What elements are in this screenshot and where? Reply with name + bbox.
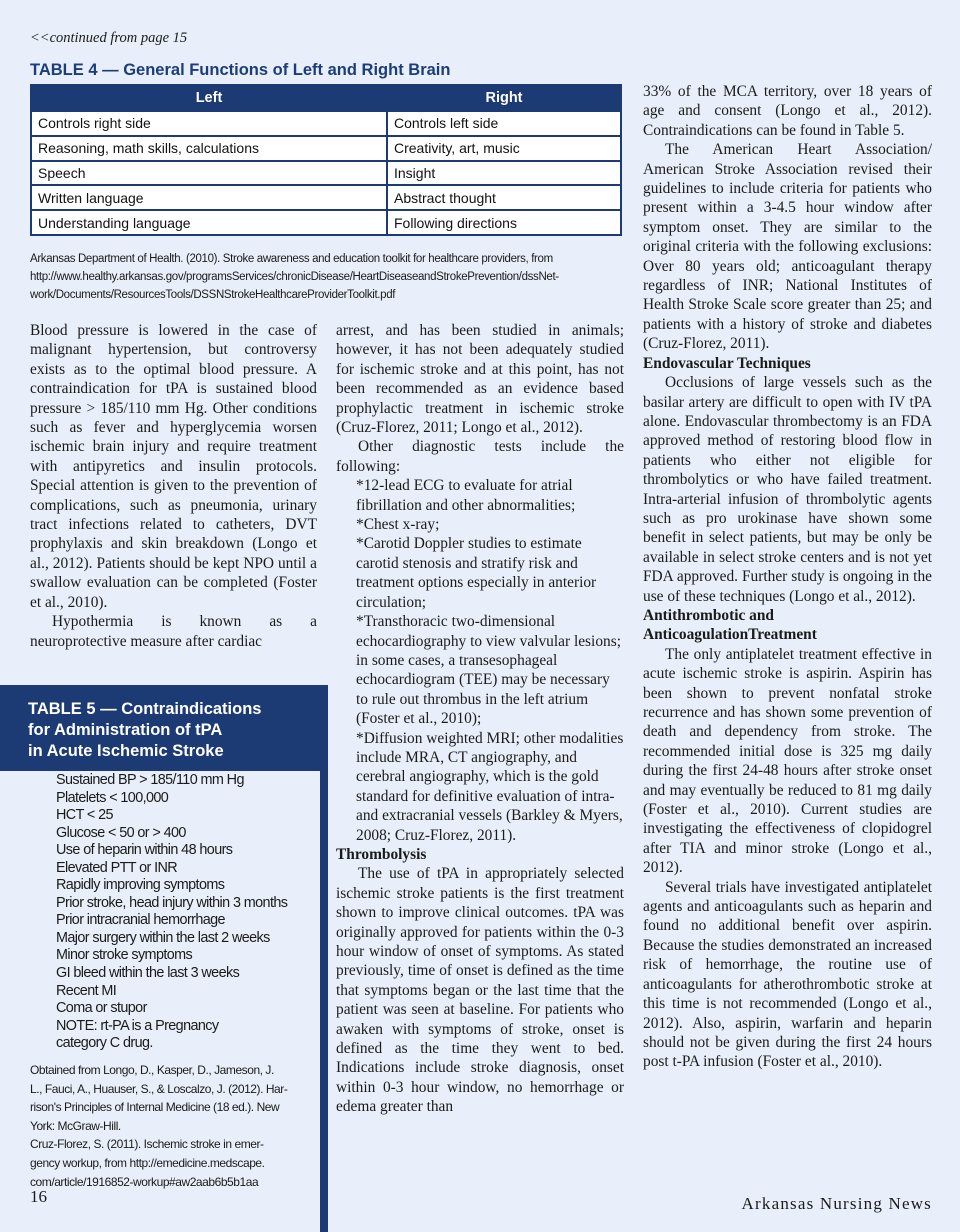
list-item: Major surgery within the last 2 weeks: [56, 929, 270, 946]
paragraph: The American Heart Association/ American Stroke Association revised their guidelines to include criteria for patients who present within a 3-4.5 hour window after symptom onset. They are similar to the original criteria with the following exclusions: Over 80 years old; anticoagulant therapy regardless of INR; National Institutes of Health Stroke Scale score greater than 25; and patients with a history of stroke and diabetes (Cruz-Florez, 2011).: [643, 141, 932, 353]
list-item: *Diffusion weighted MRI; other modalities include MRA, CT angiography, and cerebral angiography, which is the gold standard for definitive evaluation of intra- and extracranial vessels (Barkley & Myers, 2008; Cruz-Florez, 2011).: [356, 729, 624, 844]
list-item: category C drug.: [56, 1035, 153, 1052]
publication-name: Arkansas Nursing News: [741, 1194, 932, 1213]
paragraph: Occlusions of large vessels such as the basilar artery are difficult to open with IV tPA alone. Endovascular thrombectomy is an FDA approved method of restoring blood flow in patients who either not eligible for thrombolytics or who have failed treatment. Intra-arterial infusion of thrombolytic agents such as pro urokinase have shown some benefit in select patients, but may be only be available in select stroke centers and is not yet FDA approved. Further study is ongoing in the use of these techniques (Longo et al., 2012).: [643, 374, 932, 605]
column-3: [643, 82, 932, 1072]
table4-header-right: Right: [387, 85, 621, 111]
table-cell: Reasoning, math skills, calculations: [31, 136, 387, 161]
table-cell: Controls left side: [387, 111, 621, 136]
list-item: Platelets < 100,000: [56, 789, 169, 806]
table-row: [31, 185, 621, 210]
paragraph: 33% of the MCA territory, over 18 years of age and consent (Longo et al., 2012). Contraindications can be found in Table 5.: [643, 83, 932, 139]
list-item: *Chest x-ray;: [356, 516, 440, 534]
table-row: [31, 111, 621, 136]
paragraph: The only antiplatelet treatment effective in acute ischemic stroke is aspirin. Aspirin has been shown to prevent nonfatal stroke recurrence and has shown some prevention of death and dependency from stroke. The recommended initial dose is 325 mg daily during the first 24-48 hours after stroke onset and may eventually be reduced to 81 mg daily (Foster et al., 2010). Current studies are investigating the effectiveness of clopidogrel after TIA and minor stroke (Longo et al., 2012).: [643, 645, 932, 877]
table5-title-line: in Acute Ischemic Stroke: [28, 742, 224, 760]
list-item: Glucose < 50 or > 400: [56, 824, 186, 841]
table-cell: Abstract thought: [387, 185, 621, 210]
paragraph: Hypothermia is known as a neuroprotective measure after cardiac: [30, 613, 317, 650]
source-line: http://www.healthy.arkansas.gov/programsServices/chronicDisease/HeartDiseaseandStrokePrevention/dssNet-: [30, 271, 559, 283]
list-item: *Transthoracic two-dimensional echocardiography to view valvular lesions; in some cases, a transesophageal echocardiogram (TEE) may be necessary to rule out thrombus in the left atrium (Foster et al., 2010);: [356, 613, 621, 728]
table-row: [31, 136, 621, 161]
table4-title: TABLE 4 — General Functions of Left and Right Brain: [30, 61, 451, 79]
table-row: [31, 161, 621, 186]
list-item: Prior intracranial hemorrhage: [56, 912, 225, 929]
column-1: [30, 321, 317, 651]
list-item: *Carotid Doppler studies to estimate carotid stenosis and stratify risk and treatment options especially in anterior circulation;: [356, 535, 597, 611]
source-line: gency workup, from http://emedicine.medscape.: [30, 1155, 265, 1170]
list-item: Prior stroke, head injury within 3 months: [56, 894, 288, 911]
table-cell: Following directions: [387, 210, 621, 235]
table5-source: [30, 1061, 314, 1191]
source-line: rison's Principles of Internal Medicine (18 ed.). New: [30, 1100, 280, 1115]
source-line: L., Fauci, A., Huauser, S., & Loscalzo, J. (2012). Har-: [30, 1081, 288, 1096]
table5-side-bar: [320, 685, 328, 1232]
table-cell: Insight: [387, 161, 621, 186]
paragraph: arrest, and has been studied in animals; however, it has not been adequately studied for ischemic stroke and at this point, has not been recommended as an evidence based prophylactic treatment in ischemic stroke (Cruz-Florez, 2011; Longo et al., 2012).: [336, 322, 624, 437]
table5-title-line: for Administration of tPA: [28, 721, 223, 739]
paragraph: Several trials have investigated antiplatelet agents and anticoagulants such as heparin and found no additional benefit over aspirin. Because the studies demonstrated an increased risk of hemorrhage, the routine use of anticoagulants for atherothrombotic stroke at this time is not recommended (Longo et al., 2012). Also, aspirin, warfarin and heparin should not be given during the first 24 hours post t-PA infusion (Foster et al., 2010).: [643, 878, 932, 1071]
list-item: Elevated PTT or INR: [56, 859, 178, 876]
section-heading: AnticoagulationTreatment: [643, 626, 817, 644]
table5-list: [56, 772, 316, 1053]
list-item: Coma or stupor: [56, 1000, 147, 1017]
paragraph: The use of tPA in appropriately selected ischemic stroke patients is the first treatment shown to improve clinical outcomes. tPA was originally approved for patients within the 0-3 hour window of onset of symptoms. As stated previously, time of onset is defined as the time that symptoms began or the last time that the patient was seen at baseline. For patients who awaken with symptoms of stroke, onset is defined as the time they went to bed. Indications include stroke diagnosis, onset within 0-3 hour window, no hemorrhage or edema greater than: [336, 865, 624, 1116]
table-cell: Controls right side: [31, 111, 387, 136]
source-line: York: McGraw-Hill.: [30, 1118, 121, 1133]
continued-note: <<continued from page 15: [30, 30, 188, 46]
list-item: GI bleed within the last 3 weeks: [56, 965, 240, 982]
table-cell: Speech: [31, 161, 387, 186]
source-line: com/article/1916852-workup#aw2aab6b5b1aa: [30, 1174, 259, 1189]
list-item: NOTE: rt-PA is a Pregnancy: [56, 1017, 219, 1034]
list-item: HCT < 25: [56, 807, 113, 824]
list-item: Use of heparin within 48 hours: [56, 842, 233, 859]
list-item: Sustained BP > 185/110 mm Hg: [56, 772, 244, 788]
list-item: Rapidly improving symptoms: [56, 877, 225, 894]
column-2: [336, 321, 624, 1117]
table-cell: Creativity, art, music: [387, 136, 621, 161]
table5-title: [0, 685, 328, 771]
table4-header-row: [31, 85, 621, 111]
list-item: Recent MI: [56, 982, 117, 999]
source-line: work/Documents/ResourcesTools/DSSNStrokeHealthcareProviderToolkit.pdf: [30, 289, 396, 301]
paragraph: Blood pressure is lowered in the case of malignant hypertension, but controversy exists as to the optimal blood pressure. A contraindication for tPA is sustained blood pressure > 185/110 mm Hg. Other conditions such as fever and hyperglycemia worsen ischemic brain injury and require treatment with antipyretics and insulin protocols. Special attention is given to the prevention of complications, such as pneumonia, urinary tract infections related to catheters, DVT prophylaxis and skin breakdown (Longo et al., 2012). Patients should be kept NPO until a swallow evaluation can be completed (Foster et al., 2010).: [30, 322, 317, 611]
table4-source: [30, 250, 625, 304]
table4: [30, 84, 622, 236]
list-item: Minor stroke symptoms: [56, 947, 193, 964]
page-number: 16: [30, 1187, 47, 1206]
source-line: Obtained from Longo, D., Kasper, D., Jameson, J.: [30, 1063, 274, 1077]
section-heading: Antithrombotic and: [643, 606, 774, 624]
source-line: Cruz-Florez, S. (2011). Ischemic stroke in emer-: [30, 1137, 264, 1152]
source-line: Arkansas Department of Health. (2010). Stroke awareness and education toolkit for healthcare providers, from: [30, 253, 553, 265]
table-row: [31, 210, 621, 235]
section-heading: Endovascular Techniques: [643, 354, 811, 372]
section-heading: Thrombolysis: [336, 845, 427, 863]
paragraph: Other diagnostic tests include the following:: [336, 438, 624, 475]
table-cell: Understanding language: [31, 210, 387, 235]
table4-header-left: Left: [31, 85, 387, 111]
table5-title-line: TABLE 5 — Contraindications: [28, 700, 262, 718]
table-cell: Written language: [31, 185, 387, 210]
list-item: *12-lead ECG to evaluate for atrial fibrillation and other abnormalities;: [356, 477, 576, 514]
